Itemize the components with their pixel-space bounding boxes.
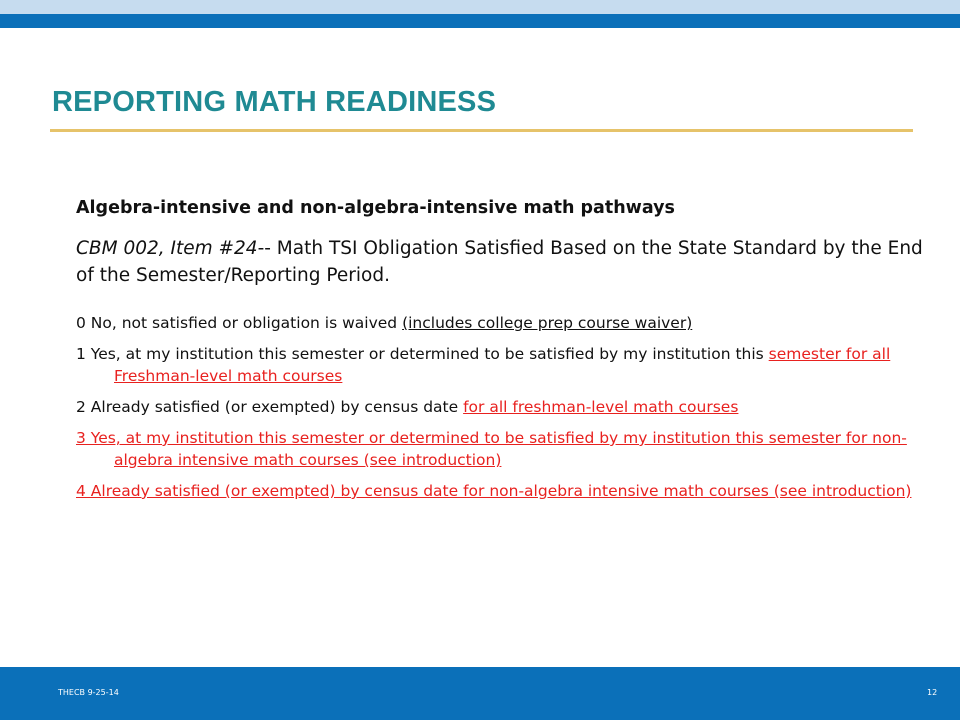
option-2-text: 2 Already satisfied (or exempted) by census date [76, 398, 464, 416]
slide-subtitle: Algebra-intensive and non-algebra-intensive math pathways [76, 198, 675, 218]
footer-source: THECB 9-25-14 [58, 688, 119, 697]
item-description-text: -- Math TSI Obligation Satisfied Based on the State Standard by the End of the Semester/Reporting Period. [76, 238, 923, 286]
item-description [76, 235, 942, 289]
option-0-text: 0 No, not satisfied or obligation is waived [76, 314, 403, 332]
option-0 [76, 312, 942, 334]
option-3-added-text: 3 Yes, at my institution this semester or determined to be satisfied by my institution this semester for non-algebra intensive math courses (see introduction) [76, 429, 907, 469]
title-divider [50, 129, 913, 132]
page-number: 12 [927, 688, 938, 697]
option-0-underlined: (includes college prep course waiver) [402, 314, 693, 332]
option-4-added-text: 4 Already satisfied (or exempted) by census date for non-algebra intensive math courses (see introduction) [76, 482, 912, 500]
option-3 [76, 427, 942, 471]
slide-body [76, 196, 942, 511]
footer-bar [0, 667, 960, 720]
item-reference: CBM 002, Item #24 [76, 238, 258, 259]
top-band-dark [0, 14, 960, 28]
option-1-added-text: semester for all Freshman-level math courses [114, 345, 891, 385]
option-1-text: 1 Yes, at my institution this semester or determined to be satisfied by my institution this [76, 345, 769, 363]
option-2 [76, 396, 942, 418]
top-band-light [0, 0, 960, 14]
option-2-added-text: for all freshman-level math courses [463, 398, 739, 416]
slide-title: REPORTING MATH READINESS [52, 86, 497, 118]
option-4 [76, 480, 942, 502]
option-1 [76, 343, 942, 387]
